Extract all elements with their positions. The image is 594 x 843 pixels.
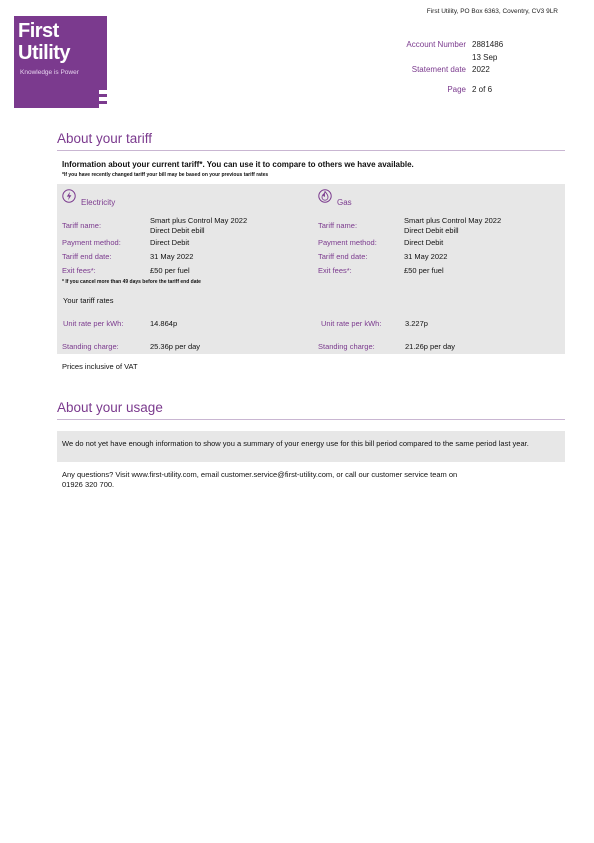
elec-tariff-name: Smart plus Control May 2022 [150, 216, 248, 225]
gas-standing-label: Standing charge: [318, 342, 375, 351]
elec-payment: Direct Debit [150, 238, 190, 247]
tariff-heading: About your tariff [57, 131, 153, 146]
company-logo [14, 16, 107, 108]
flame-icon [318, 189, 332, 203]
vat-note: Prices inclusive of VAT [62, 362, 138, 371]
elec-standing-label: Standing charge: [62, 342, 119, 351]
gas-unit-rate: 3.227p [405, 319, 428, 328]
logo-tagline: Knowledge is Power [20, 69, 79, 76]
usage-message: We do not yet have enough information to show you a summary of your energy use for this bill period compared to the same period last year. [62, 439, 529, 448]
gas-end-label: Tariff end date: [318, 252, 368, 261]
gas-payment: Direct Debit [404, 238, 444, 247]
elec-tariff-name-2: Direct Debit ebill [150, 226, 205, 235]
logo-notch [99, 104, 107, 108]
gas-payment-label: Payment method: [318, 238, 377, 247]
divider [57, 419, 565, 420]
usage-heading: About your usage [57, 400, 163, 415]
elec-standing-charge: 25.36p per day [150, 342, 201, 351]
elec-unit-rate: 14.864p [150, 319, 178, 328]
page-number: 2 of 6 [472, 85, 493, 94]
tariff-intro: Information about your current tariff*. You can use it to compare to others we have available. [62, 160, 414, 169]
tariff-intro-note: *If you have recently changed tariff your bill may be based on your previous tariff rates [62, 172, 269, 178]
elec-end-label: Tariff end date: [62, 252, 112, 261]
gas-unit-rate-label: Unit rate per kWh: [321, 319, 382, 328]
statement-date-year: 2022 [472, 65, 490, 74]
company-address: First Utility, PO Box 6363, Coventry, CV3 9LR [426, 8, 558, 15]
electricity-title: Electricity [81, 198, 116, 207]
statement-date-day: 13 Sep [472, 53, 498, 62]
gas-tariff-name-label: Tariff name: [318, 221, 358, 230]
statement-date-label: Statement date [411, 65, 466, 74]
gas-exit-fee: £50 per fuel [404, 266, 444, 275]
logo-text-first: First [18, 20, 59, 42]
logo-notch [99, 97, 107, 101]
account-number-label: Account Number [406, 40, 466, 49]
elec-end-date: 31 May 2022 [150, 252, 194, 261]
page-label: Page [447, 85, 466, 94]
gas-tariff-name-2: Direct Debit ebill [404, 226, 459, 235]
elec-unit-rate-label: Unit rate per kWh: [63, 319, 124, 328]
gas-end-date: 31 May 2022 [404, 252, 448, 261]
gas-exit-label: Exit fees*: [318, 266, 352, 275]
elec-exit-label: Exit fees*: [62, 266, 96, 275]
contact-line-2: 01926 320 700. [62, 480, 115, 489]
elec-tariff-name-label: Tariff name: [62, 221, 102, 230]
gas-tariff-name: Smart plus Control May 2022 [404, 216, 502, 225]
logo-notch [99, 90, 107, 94]
lightning-icon [62, 189, 76, 203]
contact-line-1: Any questions? Visit www.first-utility.com, email customer.service@first-utility.com, or call our customer service team on [62, 470, 458, 479]
account-number: 2881486 [472, 40, 504, 49]
gas-standing-charge: 21.26p per day [405, 342, 456, 351]
tariff-panel [57, 184, 565, 354]
divider [57, 150, 565, 151]
exit-fee-note: * If you cancel more than 49 days before the tariff end date [62, 279, 201, 285]
logo-text-utility: Utility [18, 42, 71, 64]
tariff-rates-heading: Your tariff rates [63, 296, 114, 305]
usage-message-box [57, 431, 565, 462]
gas-title: Gas [337, 198, 352, 207]
elec-payment-label: Payment method: [62, 238, 121, 247]
elec-exit-fee: £50 per fuel [150, 266, 190, 275]
